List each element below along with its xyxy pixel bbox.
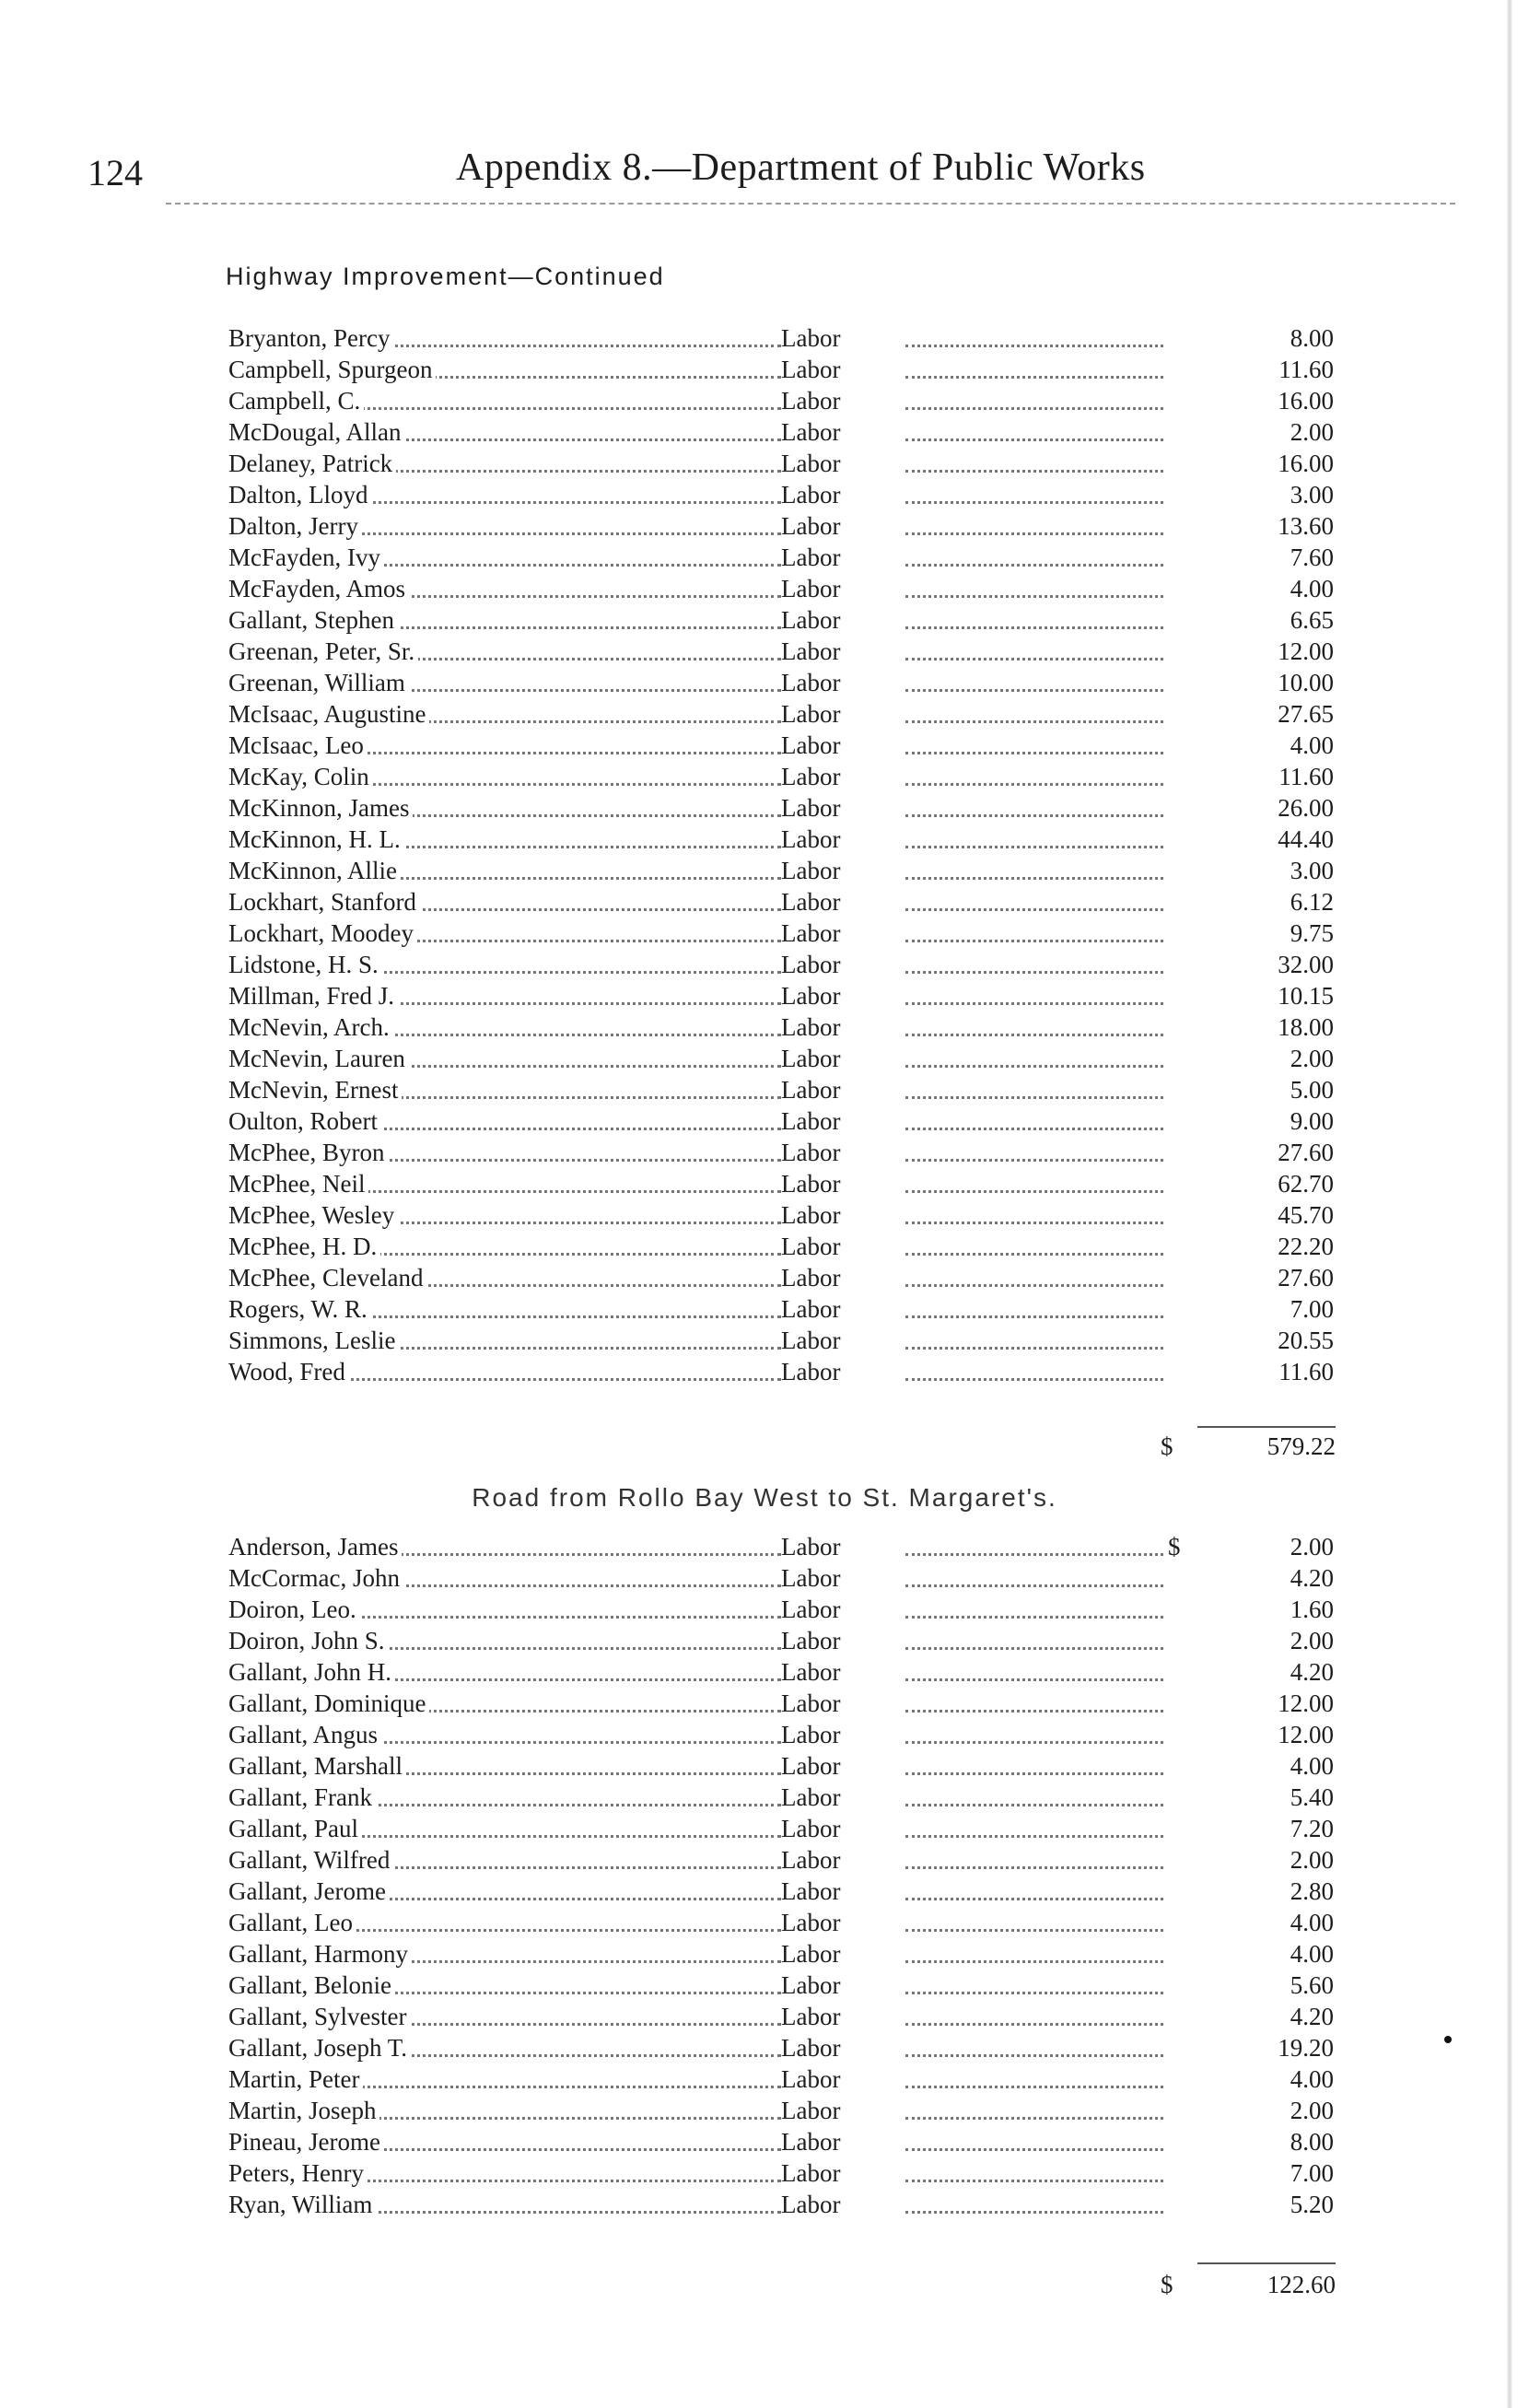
total-currency-highway: $ (1161, 1432, 1173, 1460)
payment-amount: 4.00 (1290, 1752, 1334, 1780)
payee-name: McKinnon, Allie (228, 857, 401, 884)
payee-name: Gallant, Paul (228, 1815, 362, 1842)
payee-name-cell (228, 1533, 781, 1561)
payment-type: Labor (781, 356, 841, 383)
payment-amount: 27.60 (1278, 1264, 1334, 1292)
payment-amount: 45.70 (1278, 1201, 1334, 1229)
payee-name: Simmons, Leslie (228, 1327, 400, 1354)
payee-name: Gallant, Frank (228, 1783, 376, 1811)
payment-type: Labor (781, 1971, 841, 1999)
payee-name: McFayden, Ivy (228, 544, 384, 571)
payment-type: Labor (781, 1877, 841, 1905)
payment-amount: 4.00 (1290, 575, 1334, 602)
total-rollo-bay (1161, 2271, 1336, 2299)
payee-name-cell (228, 1045, 781, 1073)
payee-name: Martin, Joseph (228, 2097, 379, 2124)
payment-amount: 6.12 (1290, 888, 1334, 916)
payee-name-cell (228, 1107, 781, 1136)
payee-name-cell (228, 1295, 781, 1324)
payee-name: McCormac, John (228, 1564, 403, 1592)
payment-amount: 5.40 (1290, 1783, 1334, 1811)
payment-type: Labor (781, 481, 841, 508)
payment-amount: 4.20 (1290, 2003, 1334, 2030)
payment-type: Labor (781, 1940, 841, 1968)
payee-name-cell (228, 2128, 781, 2157)
payee-name: McKay, Colin (228, 763, 373, 790)
ledger-row (228, 825, 1334, 857)
payee-name-cell (228, 888, 781, 917)
payee-name-cell (228, 1596, 781, 1624)
payee-name: McNevin, Arch. (228, 1013, 393, 1041)
payee-name-cell (228, 1170, 781, 1198)
payee-name: Gallant, Belonie (228, 1971, 395, 1999)
payment-type: Labor (781, 1689, 841, 1717)
payment-type: Labor (781, 1815, 841, 1842)
payment-amount: 5.00 (1290, 1076, 1334, 1104)
payment-amount: 10.15 (1278, 982, 1334, 1010)
payment-amount: 5.20 (1290, 2191, 1334, 2218)
ledger-rollo-bay-road (228, 1533, 1334, 2222)
payee-name: Gallant, Jerome (228, 1877, 390, 1905)
ledger-row (228, 1564, 1334, 1596)
payee-name: Gallant, Sylvester (228, 2003, 410, 2030)
ledger-row (228, 1170, 1334, 1201)
payee-name: McPhee, H. D. (228, 1233, 380, 1260)
total-currency-rollo-bay: $ (1161, 2271, 1173, 2298)
ledger-row (228, 669, 1334, 700)
ledger-row (228, 1689, 1334, 1721)
payment-amount: 2.00 (1290, 2097, 1334, 2124)
payee-name: Doiron, John S. (228, 1627, 389, 1654)
ledger-row (228, 606, 1334, 637)
ledger-row (228, 387, 1334, 418)
payee-name-cell (228, 1139, 781, 1167)
ledger-highway-improvement (228, 324, 1334, 1389)
page-number: 124 (88, 152, 143, 193)
payment-type: Labor (781, 1013, 841, 1041)
payee-name: Delaney, Patrick (228, 450, 396, 477)
ledger-row (228, 1783, 1334, 1815)
payment-type: Labor (781, 731, 841, 759)
payee-name: Pineau, Jerome (228, 2128, 384, 2156)
payment-type: Labor (781, 324, 841, 352)
payment-amount: 5.60 (1290, 1971, 1334, 1999)
payee-name: McPhee, Cleveland (228, 1264, 426, 1292)
header-rule (166, 203, 1455, 205)
payment-type: Labor (781, 825, 841, 853)
section-heading-highway: Highway Improvement—Continued (226, 263, 665, 290)
payee-name: Greenan, Peter, Sr. (228, 637, 418, 665)
payee-name: Gallant, Leo (228, 1909, 356, 1936)
ledger-row (228, 2003, 1334, 2034)
payment-type: Labor (781, 1846, 841, 1874)
payee-name: McKinnon, H. L. (228, 825, 404, 853)
payment-amount: 9.75 (1290, 919, 1334, 947)
payment-amount: 2.00 (1290, 418, 1334, 446)
payment-type: Labor (781, 1201, 841, 1229)
payment-type: Labor (781, 1139, 841, 1166)
payment-type: Labor (781, 1107, 841, 1135)
payment-type: Labor (781, 700, 841, 728)
ledger-row (228, 2034, 1334, 2065)
payee-name: Doiron, Leo. (228, 1596, 360, 1623)
payment-type: Labor (781, 1327, 841, 1354)
payee-name-cell (228, 637, 781, 666)
ledger-row (228, 356, 1334, 387)
payment-type: Labor (781, 763, 841, 790)
ledger-row (228, 2065, 1334, 2097)
payee-name-cell (228, 1076, 781, 1105)
payment-type: Labor (781, 606, 841, 634)
payee-name: Gallant, Joseph T. (228, 2034, 411, 2062)
payment-type: Labor (781, 857, 841, 884)
payment-amount: 26.00 (1278, 794, 1334, 822)
payment-type: Labor (781, 418, 841, 446)
payment-amount: 19.20 (1278, 2034, 1334, 2062)
payment-amount: 4.00 (1290, 1909, 1334, 1936)
payee-name-cell (228, 2065, 781, 2094)
payment-amount: 13.60 (1278, 512, 1334, 540)
payment-amount: 44.40 (1278, 825, 1334, 853)
payment-type: Labor (781, 1076, 841, 1104)
page-edge-shadow (1507, 0, 1512, 2408)
payee-name: Gallant, Stephen (228, 606, 398, 634)
payee-name: McNevin, Lauren (228, 1045, 409, 1072)
ledger-row (228, 544, 1334, 575)
page-header (88, 146, 1451, 201)
payee-name-cell (228, 481, 781, 509)
ledger-row (228, 1658, 1334, 1689)
ledger-row (228, 481, 1334, 512)
ledger-row (228, 1721, 1334, 1752)
payment-amount: 4.20 (1290, 1658, 1334, 1686)
ledger-row (228, 1877, 1334, 1909)
payee-name: Gallant, Dominique (228, 1689, 429, 1717)
payee-name: Peters, Henry (228, 2159, 368, 2187)
ledger-row (228, 1940, 1334, 1971)
ledger-row (228, 1139, 1334, 1170)
payment-type: Labor (781, 2159, 841, 2187)
ledger-row (228, 1909, 1334, 1940)
payee-name: Gallant, John H. (228, 1658, 395, 1686)
payment-type: Labor (781, 982, 841, 1010)
payee-name: Dalton, Jerry (228, 512, 362, 540)
payment-type: Labor (781, 1170, 841, 1198)
payee-name-cell (228, 857, 781, 885)
payee-name: McIsaac, Augustine (228, 700, 429, 728)
payment-amount: 7.60 (1290, 544, 1334, 571)
payee-name-cell (228, 1721, 781, 1749)
ledger-row (228, 637, 1334, 669)
payee-name: Rogers, W. R. (228, 1295, 371, 1323)
payment-type: Labor (781, 544, 841, 571)
payee-name-cell (228, 1877, 781, 1906)
payment-amount: 4.00 (1290, 1940, 1334, 1968)
payee-name: Lockhart, Stanford (228, 888, 420, 916)
ledger-row (228, 763, 1334, 794)
ledger-row (228, 418, 1334, 450)
payment-type: Labor (781, 2191, 841, 2218)
ledger-row (228, 982, 1334, 1013)
currency-symbol: $ (1168, 1533, 1181, 1561)
ledger-row (228, 1533, 1334, 1564)
ledger-row (228, 1107, 1334, 1139)
payee-name-cell (228, 2191, 781, 2219)
payment-type: Labor (781, 1721, 841, 1748)
payment-amount: 4.20 (1290, 1564, 1334, 1592)
payment-amount: 4.00 (1290, 2065, 1334, 2093)
payee-name-cell (228, 1201, 781, 1230)
ledger-row (228, 794, 1334, 825)
payment-amount: 10.00 (1278, 669, 1334, 696)
payment-type: Labor (781, 1358, 841, 1385)
payment-amount: 8.00 (1290, 324, 1334, 352)
payee-name-cell (228, 731, 781, 760)
payment-type: Labor (781, 669, 841, 696)
ledger-row (228, 1752, 1334, 1783)
payment-type: Labor (781, 2034, 841, 2062)
payment-type: Labor (781, 512, 841, 540)
payment-amount: 11.60 (1278, 763, 1334, 790)
payee-name-cell (228, 2034, 781, 2063)
payee-name: Lidstone, H. S. (228, 951, 382, 978)
payment-amount: 2.00 (1290, 1846, 1334, 1874)
ledger-row (228, 919, 1334, 951)
ledger-row (228, 1295, 1334, 1327)
payment-amount: 12.00 (1278, 1721, 1334, 1748)
payee-name-cell (228, 2159, 781, 2188)
payee-name-cell (228, 1564, 781, 1593)
payee-name: Anderson, James (228, 1533, 402, 1561)
ledger-row (228, 1358, 1334, 1389)
payee-name-cell (228, 919, 781, 948)
ledger-row (228, 1327, 1334, 1358)
ledger-row (228, 1013, 1334, 1045)
payee-name-cell (228, 1846, 781, 1875)
payment-amount: 2.00 (1290, 1627, 1334, 1654)
ledger-row (228, 1076, 1334, 1107)
payee-name: McPhee, Byron (228, 1139, 388, 1166)
payee-name: Campbell, Spurgeon (228, 356, 436, 383)
payee-name: McDougal, Allan (228, 418, 404, 446)
payee-name: McNevin, Ernest (228, 1076, 402, 1104)
payment-amount: 7.00 (1290, 2159, 1334, 2187)
payee-name-cell (228, 1327, 781, 1355)
payee-name-cell (228, 982, 781, 1011)
payee-name-cell (228, 1358, 781, 1386)
payee-name-cell (228, 1627, 781, 1655)
payment-amount: 11.60 (1278, 356, 1334, 383)
payment-amount: 32.00 (1278, 951, 1334, 978)
payee-name-cell (228, 763, 781, 791)
payment-amount: 4.00 (1290, 731, 1334, 759)
payee-name-cell (228, 1752, 781, 1781)
ledger-row (228, 1045, 1334, 1076)
payment-type: Labor (781, 1533, 841, 1561)
payment-amount: 20.55 (1278, 1327, 1334, 1354)
payee-name-cell (228, 1940, 781, 1969)
ledger-row (228, 450, 1334, 481)
payee-name-cell (228, 1783, 781, 1812)
payment-amount: 8.00 (1290, 2128, 1334, 2156)
payee-name-cell (228, 1233, 781, 1261)
payment-type: Labor (781, 1045, 841, 1072)
section-heading-rollo-bay: Road from Rollo Bay West to St. Margaret's. (472, 1483, 1057, 1512)
payee-name-cell (228, 450, 781, 478)
payee-name-cell (228, 418, 781, 447)
payment-amount: 7.20 (1290, 1815, 1334, 1842)
payee-name-cell (228, 356, 781, 384)
ink-speck (1444, 2036, 1452, 2043)
payment-amount: 11.60 (1278, 1358, 1334, 1385)
payee-name-cell (228, 1658, 781, 1687)
payee-name-cell (228, 575, 781, 603)
payment-amount: 27.65 (1278, 700, 1334, 728)
payment-amount: 12.00 (1278, 637, 1334, 665)
payee-name: McIsaac, Leo (228, 731, 368, 759)
payment-type: Labor (781, 1909, 841, 1936)
payment-amount: 16.00 (1278, 450, 1334, 477)
payment-type: Labor (781, 1627, 841, 1654)
payment-type: Labor (781, 2128, 841, 2156)
ledger-row (228, 2128, 1334, 2159)
payee-name: Lockhart, Moodey (228, 919, 417, 947)
payee-name: Martin, Peter (228, 2065, 363, 2093)
payment-type: Labor (781, 951, 841, 978)
payment-type: Labor (781, 2003, 841, 2030)
payment-amount: 2.00 (1290, 1045, 1334, 1072)
ledger-row (228, 888, 1334, 919)
payment-amount: 27.60 (1278, 1139, 1334, 1166)
payee-name: McPhee, Neil (228, 1170, 368, 1198)
payment-type: Labor (781, 637, 841, 665)
payee-name: Wood, Fred (228, 1358, 349, 1385)
payee-name: Greenan, William (228, 669, 409, 696)
payee-name: Gallant, Harmony (228, 1940, 412, 1968)
payment-amount: 3.00 (1290, 857, 1334, 884)
ledger-row (228, 1846, 1334, 1877)
total-amount-rollo-bay: 122.60 (1266, 2271, 1336, 2298)
payment-type: Labor (781, 450, 841, 477)
payee-name-cell (228, 794, 781, 823)
payment-amount: 1.60 (1290, 1596, 1334, 1623)
ledger-row (228, 2097, 1334, 2128)
payee-name-cell (228, 1689, 781, 1718)
ledger-row (228, 1971, 1334, 2003)
payment-type: Labor (781, 1264, 841, 1292)
payee-name: Bryanton, Percy (228, 324, 393, 352)
payment-type: Labor (781, 1752, 841, 1780)
payee-name: Gallant, Marshall (228, 1752, 406, 1780)
payee-name-cell (228, 2097, 781, 2125)
payment-type: Labor (781, 1295, 841, 1323)
payee-name: Gallant, Wilfred (228, 1846, 393, 1874)
total-highway (1161, 1432, 1336, 1461)
ledger-row (228, 731, 1334, 763)
payment-type: Labor (781, 575, 841, 602)
payee-name: Oulton, Robert (228, 1107, 381, 1135)
ledger-row (228, 700, 1334, 731)
payee-name-cell (228, 606, 781, 635)
ledger-row (228, 2159, 1334, 2191)
payee-name-cell (228, 669, 781, 697)
ledger-row (228, 512, 1334, 544)
payee-name-cell (228, 544, 781, 572)
payment-amount: 9.00 (1290, 1107, 1334, 1135)
ledger-row (228, 1596, 1334, 1627)
payment-type: Labor (781, 888, 841, 916)
ledger-row (228, 575, 1334, 606)
payment-type: Labor (781, 1783, 841, 1811)
payment-type: Labor (781, 2065, 841, 2093)
total-rule-highway (1197, 1426, 1336, 1428)
ledger-row (228, 324, 1334, 356)
payee-name-cell (228, 387, 781, 415)
payee-name: Ryan, William (228, 2191, 376, 2218)
payment-type: Labor (781, 919, 841, 947)
payee-name: Dalton, Lloyd (228, 481, 371, 508)
payment-type: Labor (781, 1596, 841, 1623)
payment-type: Labor (781, 1233, 841, 1260)
payee-name-cell (228, 951, 781, 979)
payee-name-cell (228, 512, 781, 541)
payment-amount: 18.00 (1278, 1013, 1334, 1041)
payment-type: Labor (781, 1658, 841, 1686)
ledger-row (228, 951, 1334, 982)
payee-name: Gallant, Angus (228, 1721, 381, 1748)
payee-name: Millman, Fred J. (228, 982, 398, 1010)
payment-amount: 12.00 (1278, 1689, 1334, 1717)
payee-name-cell (228, 1815, 781, 1843)
ledger-row (228, 1233, 1334, 1264)
payment-amount: 22.20 (1278, 1233, 1334, 1260)
payee-name-cell (228, 1909, 781, 1937)
payment-amount: 2.00 (1290, 1533, 1334, 1561)
payment-type: Labor (781, 1564, 841, 1592)
total-rule-rollo-bay (1197, 2262, 1336, 2264)
ledger-row (228, 1264, 1334, 1295)
ledger-row (228, 1201, 1334, 1233)
payee-name: McKinnon, James (228, 794, 413, 822)
payee-name: Campbell, C. (228, 387, 364, 415)
ledger-row (228, 1815, 1334, 1846)
payee-name: McFayden, Amos (228, 575, 409, 602)
payee-name-cell (228, 825, 781, 854)
payee-name-cell (228, 1013, 781, 1042)
payee-name: McPhee, Wesley (228, 1201, 398, 1229)
payment-type: Labor (781, 387, 841, 415)
payment-amount: 7.00 (1290, 1295, 1334, 1323)
payment-amount: 2.80 (1290, 1877, 1334, 1905)
payee-name-cell (228, 1264, 781, 1292)
total-amount-highway: 579.22 (1266, 1432, 1336, 1460)
payment-amount: 6.65 (1290, 606, 1334, 634)
payee-name-cell (228, 1971, 781, 2000)
payment-type: Labor (781, 2097, 841, 2124)
payment-amount: 3.00 (1290, 481, 1334, 508)
payment-amount: 16.00 (1278, 387, 1334, 415)
ledger-row (228, 2191, 1334, 2222)
ledger-row (228, 857, 1334, 888)
running-title: Appendix 8.—Department of Public Works (456, 146, 1146, 189)
ledger-row (228, 1627, 1334, 1658)
payee-name-cell (228, 2003, 781, 2031)
payment-amount: 62.70 (1278, 1170, 1334, 1198)
payee-name-cell (228, 700, 781, 729)
payee-name-cell (228, 324, 781, 353)
payment-type: Labor (781, 794, 841, 822)
